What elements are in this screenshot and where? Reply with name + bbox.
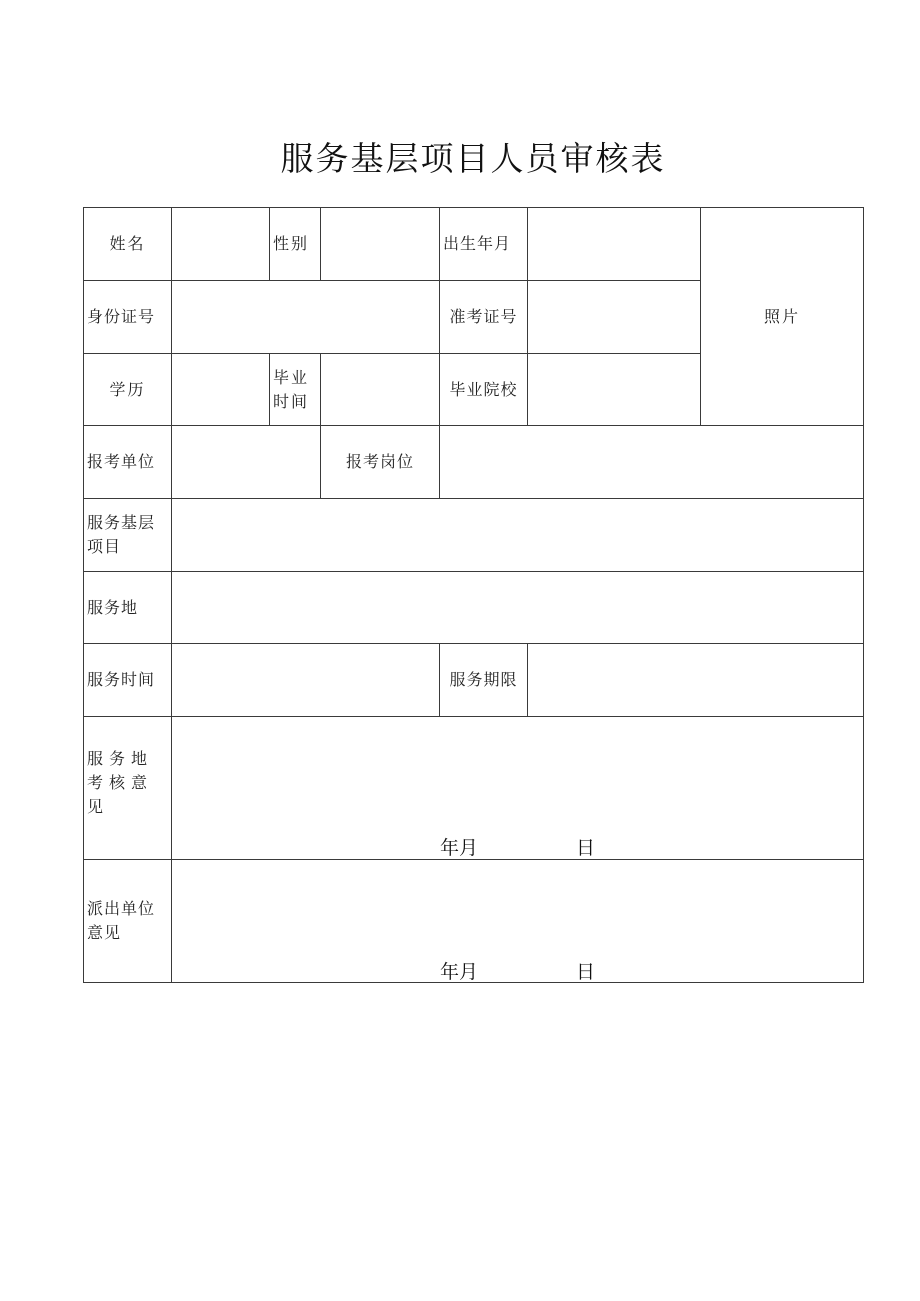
graduation-time-label: 毕业时间 bbox=[273, 367, 310, 411]
education-input[interactable] bbox=[172, 354, 269, 425]
exam-id-label: 准考证号 bbox=[449, 307, 518, 326]
school-label: 毕业院校 bbox=[449, 379, 518, 399]
service-time-input[interactable] bbox=[172, 644, 439, 716]
col-line bbox=[863, 207, 864, 983]
service-term-label: 服务期限 bbox=[449, 670, 518, 689]
local-review-opinion-input[interactable] bbox=[172, 717, 863, 827]
id-number-label: 身份证号 bbox=[87, 307, 156, 326]
apply-unit-label: 报考单位 bbox=[87, 452, 156, 471]
dispatch-unit-opinion-input[interactable] bbox=[172, 860, 863, 950]
education-label: 学历 bbox=[109, 379, 146, 399]
service-place-input[interactable] bbox=[172, 572, 863, 643]
dispatch-opinion-day: 日 bbox=[576, 962, 596, 983]
gender-input[interactable] bbox=[321, 208, 439, 280]
apply-unit-input[interactable] bbox=[172, 426, 320, 498]
local-opinion-day: 日 bbox=[576, 838, 596, 859]
name-label: 姓名 bbox=[109, 234, 146, 253]
birth-date-input[interactable] bbox=[528, 208, 700, 280]
grassroots-project-label: 服务基层项目 bbox=[87, 513, 156, 556]
page-title: 服务基层项目人员审核表 bbox=[280, 139, 666, 178]
name-input[interactable] bbox=[172, 208, 269, 280]
gender-label: 性别 bbox=[273, 234, 310, 253]
service-time-label: 服务时间 bbox=[87, 670, 156, 689]
exam-id-input[interactable] bbox=[528, 281, 700, 353]
photo-placeholder: 照片 bbox=[763, 306, 800, 326]
apply-post-label: 报考岗位 bbox=[345, 452, 414, 471]
dispatch-opinion-year-month: 年月 bbox=[440, 962, 479, 983]
id-number-input[interactable] bbox=[172, 281, 439, 353]
service-place-label: 服务地 bbox=[87, 597, 139, 617]
local-review-opinion-label: 服务地考核意见 bbox=[87, 749, 154, 816]
school-input[interactable] bbox=[528, 354, 700, 425]
grassroots-project-input[interactable] bbox=[172, 499, 863, 571]
birth-date-label: 出生年月 bbox=[443, 234, 512, 253]
apply-post-input[interactable] bbox=[440, 426, 863, 498]
service-term-input[interactable] bbox=[528, 644, 863, 716]
dispatch-unit-opinion-label: 派出单位意见 bbox=[87, 899, 156, 942]
graduation-time-input[interactable] bbox=[321, 354, 439, 425]
local-opinion-year-month: 年月 bbox=[440, 838, 479, 859]
